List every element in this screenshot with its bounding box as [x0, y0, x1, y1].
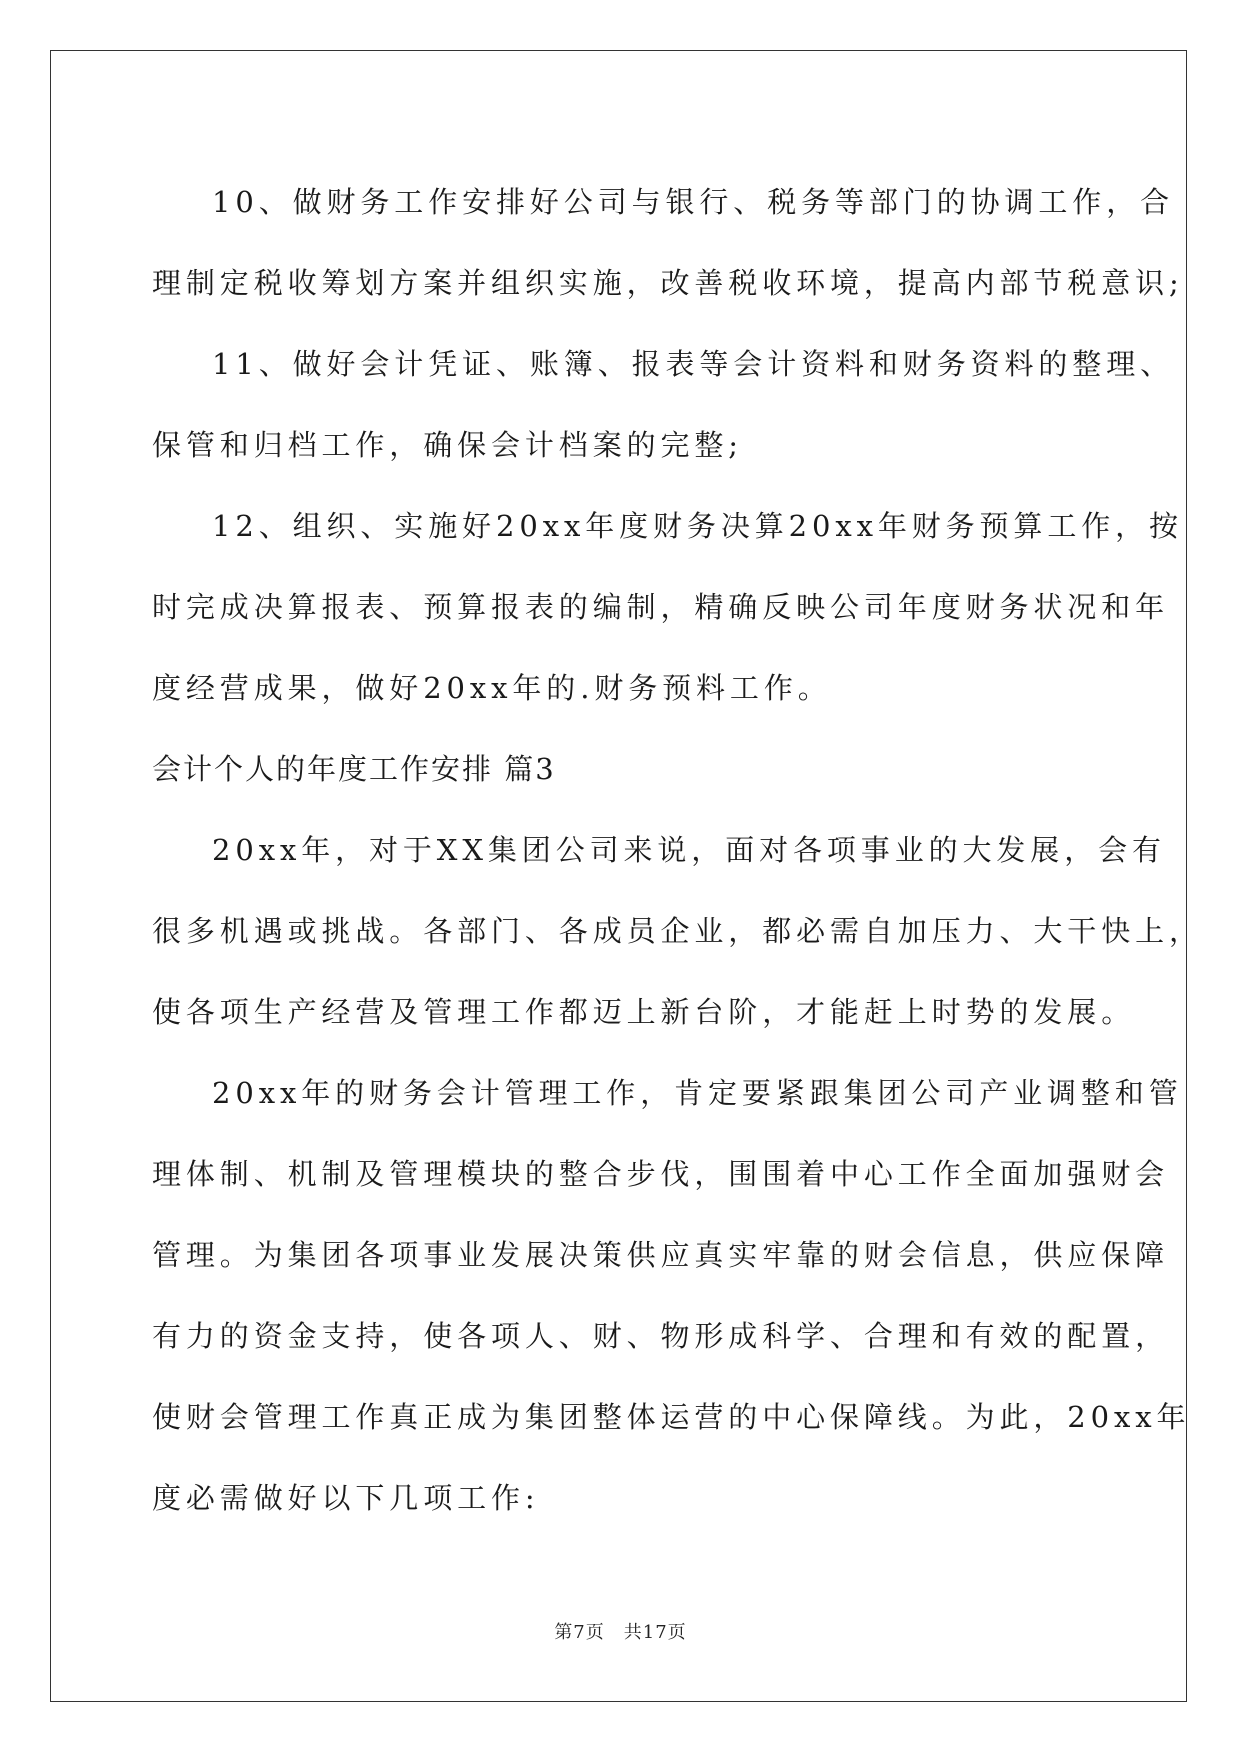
paragraph-line: 理体制、机制及管理模块的整合步伐，围围着中心工作全面加强财会 [152, 1157, 1170, 1191]
paragraph-line: 管理。为集团各项事业发展决策供应真实牢靠的财会信息，供应保障 [152, 1238, 1170, 1272]
paragraph-line: 理制定税收筹划方案并组织实施，改善税收环境，提高内部节税意识; [152, 266, 1184, 300]
paragraph-line: 20xx年，对于XX集团公司来说，面对各项事业的大发展，会有 [212, 833, 1166, 867]
paragraph-line: 使各项生产经营及管理工作都迈上新台阶，才能赶上时势的发展。 [152, 995, 1136, 1029]
page-number: 第7页 共17页 [554, 1622, 687, 1643]
paragraph-line: 20xx年的财务会计管理工作，肯定要紧跟集团公司产业调整和管 [212, 1076, 1183, 1110]
paragraph-line: 时完成决算报表、预算报表的编制，精确反映公司年度财务状况和年 [152, 590, 1170, 624]
paragraph-line: 11、做好会计凭证、账簿、报表等会计资料和财务资料的整理、 [212, 347, 1175, 381]
paragraph-line: 很多机遇或挑战。各部门、各成员企业，都必需自加压力、大干快上， [152, 914, 1203, 948]
paragraph-line: 保管和归档工作，确保会计档案的完整; [152, 428, 743, 462]
paragraph-line: 使财会管理工作真正成为集团整体运营的中心保障线。为此，20xx年 [152, 1400, 1191, 1434]
paragraph-line: 12、组织、实施好20xx年度财务决算20xx年财务预算工作，按 [212, 509, 1183, 543]
paragraph-line: 度必需做好以下几项工作: [152, 1481, 540, 1515]
paragraph-line: 度经营成果，做好20xx年的.财务预料工作。 [152, 671, 832, 705]
paragraph-line: 10、做财务工作安排好公司与银行、税务等部门的协调工作，合 [212, 185, 1175, 219]
paragraph-line: 有力的资金支持，使各项人、财、物形成科学、合理和有效的配置， [152, 1319, 1170, 1353]
document-body [152, 162, 1203, 1539]
section-heading: 会计个人的年度工作安排 篇3 [152, 752, 556, 786]
